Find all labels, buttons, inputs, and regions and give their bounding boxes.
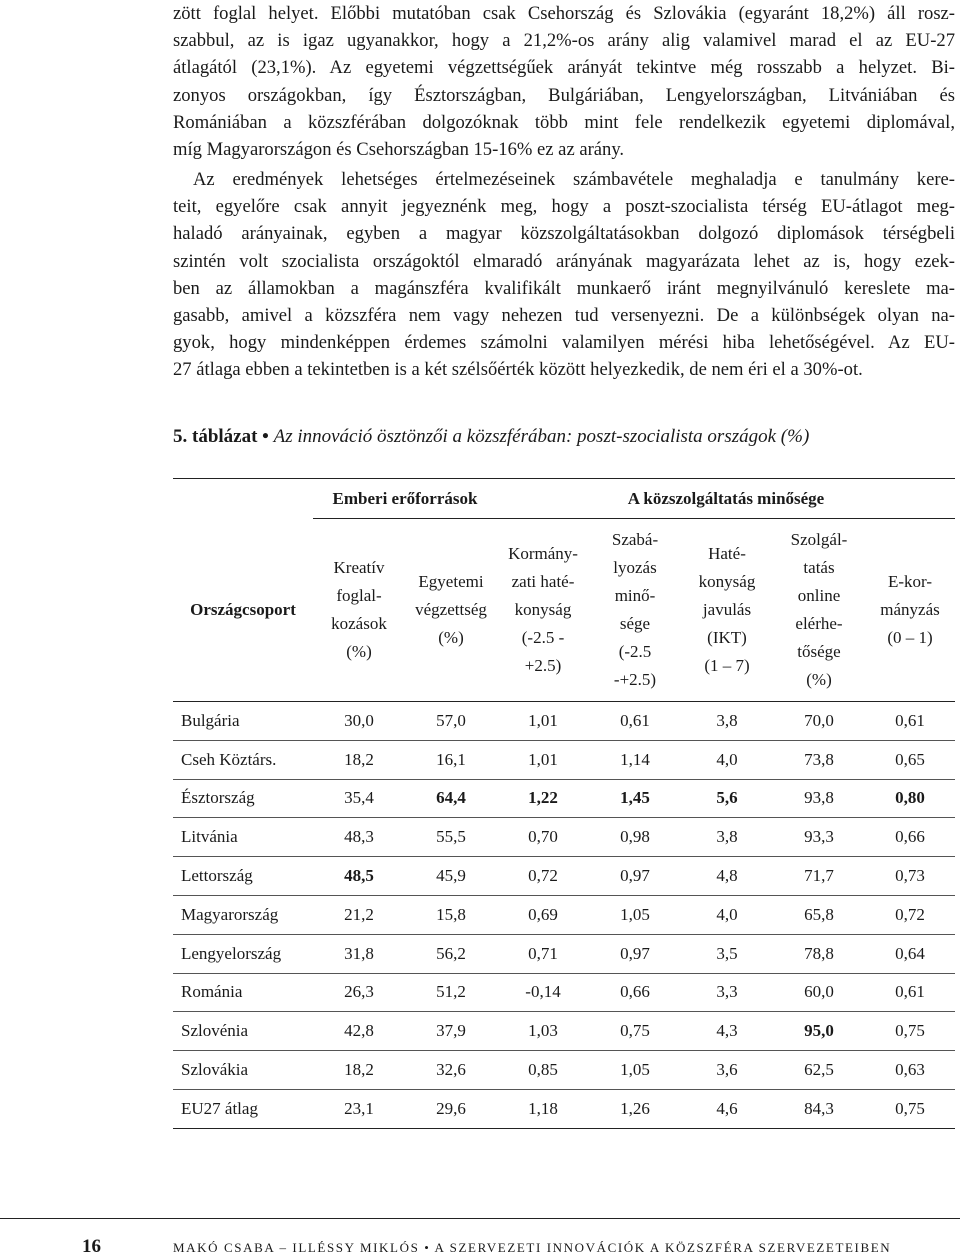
value-cell: 45,9 [405,857,497,896]
column-header-line: elérhe- [795,614,843,633]
table-row [173,973,955,1012]
column-header-line: végzettség [415,600,487,619]
value-cell: 70,0 [773,702,865,741]
column-header [865,519,955,702]
country-cell: Észtország [173,779,313,818]
column-header-country-group: Országcsoport [190,599,296,619]
value-cell: 1,03 [497,1012,589,1051]
body-paragraph-2 [173,166,955,384]
value-cell: 55,5 [405,818,497,857]
column-header-line: (%) [346,642,372,661]
column-header-line: javulás [702,600,752,619]
column-header-line: Haté- [708,544,746,563]
value-cell: 60,0 [773,973,865,1012]
innovation-table [173,478,955,1129]
value-cell: 0,75 [865,1012,955,1051]
value-cell: 1,14 [589,740,681,779]
value-cell: 1,18 [497,1089,589,1128]
column-header-line: -+2.5) [613,670,657,689]
column-header [773,519,865,702]
column-header-line: Kreatív [333,558,385,577]
column-header-line: sége [619,614,651,633]
table-row [173,1051,955,1090]
table-caption [173,424,955,450]
value-cell: 0,61 [865,973,955,1012]
text-line: teit, egyelőre csak annyit jegyeznénk meg, hogy a poszt-szocialista térség EU-átlagot meg- [173,196,955,218]
value-cell: 3,3 [681,973,773,1012]
value-cell: 4,6 [681,1089,773,1128]
value-cell: 0,73 [865,857,955,896]
value-cell: 23,1 [313,1089,405,1128]
table-row [173,857,955,896]
country-cell: Litvánia [173,818,313,857]
table-row [173,702,955,741]
value-cell: 1,26 [589,1089,681,1128]
value-cell: 0,69 [497,895,589,934]
value-cell: 0,61 [865,702,955,741]
column-header-line: online [797,586,841,605]
value-cell: 0,97 [589,934,681,973]
page-number: 16 [82,1236,101,1257]
value-cell: 1,05 [589,1051,681,1090]
value-cell: 35,4 [313,779,405,818]
text-line: 27 átlaga ebben a tekintetben is a két szélsőérték között helyezkedik, de nem éri el a 30%-ot. [173,359,863,381]
country-cell: Lettország [173,857,313,896]
value-cell: 51,2 [405,973,497,1012]
column-header-line: minő- [614,586,656,605]
value-cell: 65,8 [773,895,865,934]
value-cell: 4,0 [681,895,773,934]
column-header-line: mányzás [880,600,940,619]
country-cell: Románia [173,973,313,1012]
table-row [173,1089,955,1128]
value-cell: 0,72 [497,857,589,896]
text-line: zött foglal helyet. Előbbi mutatóban csak Csehország és Szlovákia (egyaránt 18,2%) áll rosz- [173,3,955,24]
value-cell: 0,98 [589,818,681,857]
value-cell: 57,0 [405,702,497,741]
text-line: míg Magyarországon és Csehországban 15-16% ez az arány. [173,139,625,161]
value-cell: 3,8 [681,818,773,857]
table-number: 5. táblázat • [173,426,269,447]
column-header-line: foglal- [336,586,382,605]
value-cell: 0,85 [497,1051,589,1090]
value-cell: 62,5 [773,1051,865,1090]
body-paragraph-1 [173,0,955,163]
value-cell: 0,63 [865,1051,955,1090]
value-cell: 42,8 [313,1012,405,1051]
column-header-line: (0 – 1) [887,628,933,647]
column-header [313,519,405,702]
column-header [681,519,773,702]
value-cell: 93,8 [773,779,865,818]
column-header-line: (1 – 7) [704,656,750,675]
group-header-service-quality: A közszolgáltatás minősége [497,479,955,519]
text-line: zonyos országokban, így Észtországban, Bulgáriában, Lengyelországban, Litvániában és [173,84,955,106]
text-line: Az eredmények lehetséges értelmezéseinek számbavétele meghaladja e tanulmány kere- [193,169,955,190]
country-cell: Szlovákia [173,1051,313,1090]
column-header-line: +2.5) [524,656,562,675]
table-row [173,895,955,934]
column-header [589,519,681,702]
value-cell: 3,6 [681,1051,773,1090]
value-cell: 0,66 [865,818,955,857]
value-cell: 0,75 [865,1089,955,1128]
value-cell: 0,97 [589,857,681,896]
value-cell: 0,75 [589,1012,681,1051]
value-cell: 3,8 [681,702,773,741]
table-row [173,740,955,779]
text-line: gasabb, amivel a közszféra nem vagy nehezen tud versenyezni. De a különbségek olyan na- [173,305,955,327]
value-cell: 1,01 [497,740,589,779]
column-header-line: tősége [797,642,841,661]
value-cell: 78,8 [773,934,865,973]
value-cell: 18,2 [313,740,405,779]
text-line: átlagától (23,1%). Az egyetemi végzettségűek arányát tekintve még rosszabb a helyzet. Bi- [173,57,955,79]
column-header [405,519,497,702]
country-cell: EU27 átlag [173,1089,313,1128]
column-header-line: konyság [514,600,572,619]
country-cell: Lengyelország [173,934,313,973]
column-header-line: zati haté- [511,572,575,591]
table-row [173,779,955,818]
text-line: haladó arányainak, egyben a magyar közszolgáltatásokban dolgozó diplomások térségbeli [173,223,955,245]
value-cell: 1,22 [497,779,589,818]
value-cell: 1,45 [589,779,681,818]
text-line: gyok, hogy mindenképpen érdemes számolni valamilyen mérési hiba lehetőségével. Az EU- [173,332,955,354]
value-cell: 73,8 [773,740,865,779]
column-header-line: Kormány- [508,544,578,563]
table-title: Az innováció ösztönzői a közszférában: poszt-szocialista országok (%) [273,426,810,447]
column-header-line: lyozás [613,558,657,577]
value-cell: 4,8 [681,857,773,896]
text-line: szabbul, az is igaz ugyanakkor, hogy a 21,2%-os arány alig valamivel marad el az EU-27 [173,30,955,52]
header-spacer [173,479,313,519]
country-cell: Szlovénia [173,1012,313,1051]
value-cell: 0,64 [865,934,955,973]
value-cell: 0,72 [865,895,955,934]
value-cell: 0,66 [589,973,681,1012]
column-header-line: Szolgál- [790,530,848,549]
value-cell: 26,3 [313,973,405,1012]
column-header-line: Egyetemi [418,572,484,591]
footer-rule [0,1218,960,1219]
group-header-human-resources: Emberi erőforrások [313,479,497,519]
value-cell: 0,80 [865,779,955,818]
country-cell: Bulgária [173,702,313,741]
value-cell: 64,4 [405,779,497,818]
value-cell: 3,5 [681,934,773,973]
column-header-line: (IKT) [707,628,747,647]
value-cell: 95,0 [773,1012,865,1051]
column-header-line: (%) [438,628,464,647]
value-cell: 18,2 [313,1051,405,1090]
column-header-line: (%) [806,670,832,689]
column-header [497,519,589,702]
table-row [173,818,955,857]
text-line: Romániában a közszférában dolgozóknak több mint fele rendelkezik egyetemi diplomával, [173,111,955,133]
value-cell: 71,7 [773,857,865,896]
value-cell: 30,0 [313,702,405,741]
value-cell: 21,2 [313,895,405,934]
value-cell: 0,65 [865,740,955,779]
text-line: ben az államokban a magánszféra kvalifikált munkaerő iránt megnyilvánuló kereslete ma- [173,277,955,299]
column-header-line: E-kor- [888,572,933,591]
column-header-line: Szabá- [611,530,659,549]
column-header-line: tatás [803,558,835,577]
value-cell: 4,0 [681,740,773,779]
value-cell: 32,6 [405,1051,497,1090]
value-cell: 48,5 [313,857,405,896]
value-cell: 93,3 [773,818,865,857]
column-header-line: (-2.5 [618,642,652,661]
column-header-line: (-2.5 - [521,628,565,647]
value-cell: 84,3 [773,1089,865,1128]
value-cell: 16,1 [405,740,497,779]
value-cell: 5,6 [681,779,773,818]
value-cell: 56,2 [405,934,497,973]
country-cell: Cseh Köztárs. [173,740,313,779]
value-cell: 4,3 [681,1012,773,1051]
country-cell: Magyarország [173,895,313,934]
table-body [173,702,955,1129]
running-head: MAKÓ CSABA – ILLÉSSY MIKLÓS • A SZERVEZETI INNOVÁCIÓK A KÖZSZFÉRA SZERVEZETEIBEN [173,1240,892,1255]
table-row [173,934,955,973]
table-row [173,1012,955,1051]
value-cell: -0,14 [497,973,589,1012]
column-header-line: konyság [698,572,756,591]
text-line: szintén volt szocialista országoktól elmaradó arányának magyarázata lehet az is, hogy ezek- [173,250,955,272]
column-header-line: kozások [331,614,387,633]
value-cell: 31,8 [313,934,405,973]
value-cell: 0,70 [497,818,589,857]
value-cell: 37,9 [405,1012,497,1051]
value-cell: 1,01 [497,702,589,741]
value-cell: 29,6 [405,1089,497,1128]
value-cell: 0,61 [589,702,681,741]
value-cell: 15,8 [405,895,497,934]
value-cell: 48,3 [313,818,405,857]
value-cell: 0,71 [497,934,589,973]
group-header-row [173,479,955,519]
column-header-row [173,519,955,702]
value-cell: 1,05 [589,895,681,934]
data-table [173,478,955,1129]
